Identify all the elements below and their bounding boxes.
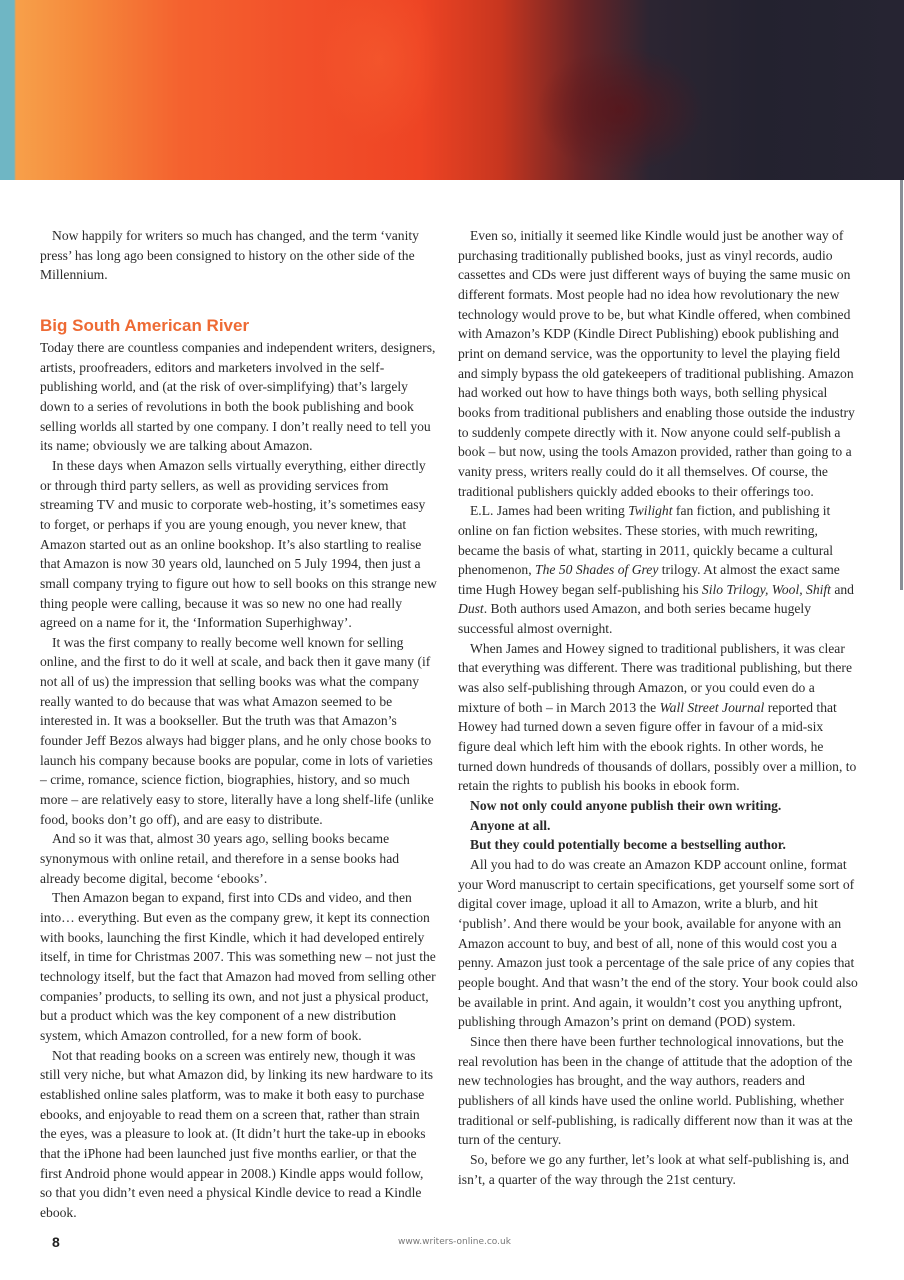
right-column bbox=[458, 226, 858, 1189]
paragraph bbox=[458, 796, 858, 816]
paragraph bbox=[458, 855, 858, 1032]
text-run: fan fiction, and publishing it online on fan fiction websites. These stories, with much rewriting, became the basis of what, starting in 2011, quickly became a cultural phenomenon, bbox=[458, 503, 834, 578]
paragraph bbox=[458, 501, 858, 639]
paragraph bbox=[40, 1046, 438, 1223]
text-run: Anyone at all. bbox=[470, 817, 551, 833]
italic-title: Wall Street Journal bbox=[659, 699, 765, 715]
text-run: and bbox=[830, 581, 854, 597]
footer-url: www.writers-online.co.uk bbox=[398, 1237, 511, 1247]
section-heading: Big South American River bbox=[40, 315, 250, 335]
text-run: reported that Howey had turned down a seven figure offer in favour of a mid-six figure deal which left him with the ebook rights. In other words, he turned down hundreds of thousands of dollars, possibly over a million, to retain the rights to publish his books in ebook form. bbox=[458, 699, 857, 794]
text-run: All you had to do was create an Amazon KDP account online, format your Word manuscript to certain specifications, get yourself some sort of digital cover image, upload it all to Amazon, write a blurb, and hit ‘publish’. And there would be your book, available for anyone with an Amazon account to buy, and best of all, none of this would cost you a penny. Amazon just took a percentage of the sale price of any copies that people bought. And that wasn’t the end of the story. Your book could also be available in print. And again, it wouldn’t cost you anything upfront, publishing through Amazon’s print on demand (POD) system. bbox=[458, 857, 858, 1030]
text-run: Today there are countless companies and independent writers, designers, artists, proofreaders, editors and marketers involved in the self-publishing world, and (at the risk of over-simplifying) that’s largely down to a series of revolutions in both the book publishing and book selling worlds all started by one company. I don’t really need to tell you its name; obviously we are talking about Amazon. bbox=[40, 339, 436, 454]
paragraph bbox=[40, 456, 438, 633]
text-run: Now not only could anyone publish their own writing. bbox=[470, 798, 782, 814]
paragraph bbox=[40, 633, 438, 830]
paragraph bbox=[458, 1032, 858, 1150]
text-run: Not that reading books on a screen was entirely new, though it was still very niche, but what Amazon did, by linking its new hardware to its established online sales platform, was to make it both easy to purchase ebooks, and enjoyable to read them on a screen that, rather than strain the eyes, was a pleasure to look at. (It didn’t hurt the take-up in ebooks that the iPhone had been launched just five months earlier, or that the first Android phone would appear in 2008.) Kindle apps would follow, so that you didn’t even need a physical Kindle device to read a Kindle ebook. bbox=[40, 1047, 434, 1220]
paragraph bbox=[40, 338, 438, 456]
text-run: . Both authors used Amazon, and both series became hugely successful almost overnight. bbox=[458, 601, 811, 637]
paragraph bbox=[458, 1150, 858, 1189]
italic-title: Twilight bbox=[628, 503, 673, 519]
paragraph bbox=[458, 226, 858, 501]
paragraph bbox=[40, 888, 438, 1045]
italic-title: Silo Trilogy, Wool, Shift bbox=[701, 581, 831, 597]
italic-title: The 50 Shades of Grey bbox=[535, 562, 659, 578]
text-run: When James and Howey signed to traditional publishers, it was clear that everything was different. There was traditional publishing, but there was also self-publishing through Amazon, or you could even do a mixture of both – in March 2013 the bbox=[458, 640, 852, 715]
text-run: E.L. James had been writing bbox=[470, 503, 629, 519]
text-run: And so it was that, almost 30 years ago, selling books became synonymous with online retail, and therefore in a sense books had already become digital, become ‘ebooks’. bbox=[40, 831, 400, 886]
paragraph bbox=[40, 226, 438, 285]
paragraph bbox=[40, 829, 438, 888]
text-run: trilogy. At almost the exact same time Hugh Howey began self-publishing his bbox=[458, 562, 840, 597]
paragraph bbox=[458, 816, 858, 836]
text-run: So, before we go any further, let’s look at what self-publishing is, and isn’t, a quarter of the way through the 21st century. bbox=[458, 1151, 849, 1187]
spacer bbox=[40, 285, 438, 303]
text-run: Even so, initially it seemed like Kindle would just be another way of purchasing traditionally published books, just as vinyl records, audio cassettes and CDs were just different ways of buying the same music on different formats. Most people had no idea how revolutionary the new technology would prove to be, but what Kindle offered, when combined with Amazon’s KDP (Kindle Direct Publishing) ebook publishing and print on demand service, was the opportunity to level the playing field and simply bypass the old gatekeepers of traditional publishing. Amazon had worked out how to have things both ways, both selling physical books from traditional publishers and enabling those outside the industry to suddenly compete directly with it. Now anyone could self-publish a book – but now, using the tools Amazon provided, rather than going to a vanity press, writers really could do it all themselves. Of course, the traditional publishers quickly added ebooks to their offerings too. bbox=[458, 228, 855, 499]
text-run: It was the first company to really become well known for selling online, and the first to do it well at scale, and back then it gave many (if not all of us) the impression that selling books was what the company really wanted to do because that was what Amazon seemed to be interested in. It was a bookseller. But the truth was that Amazon’s founder Jeff Bezos always had bigger plans, and he only chose books to launch his company because books are popular, come in lots of varieties – crime, romance, science fiction, biographies, history, and so much more – are relatively easy to store, literally have a long shelf-life (unlike food, books don’t go off), and are easy to distribute. bbox=[40, 634, 434, 827]
text-run: Now happily for writers so much has changed, and the term ‘vanity press’ has long ago been consigned to history on the other side of the Millennium. bbox=[40, 228, 419, 283]
page-number: 8 bbox=[52, 1234, 60, 1250]
text-run: In these days when Amazon sells virtually everything, either directly or through third party sellers, as well as providing services from streaming TV and music to corporate web-hosting, it’s sometimes easy to forget, or perhaps if you are young enough, you never knew, that Amazon started out as an online bookshop. It’s also startling to realise that Amazon is now 30 years old, launched on 5 July 1994, then just a small company trying to figure out how to sell books on this strange new thing people were calling, because it was so new no one had really agreed on a name for it, the ‘Information Superhighway’. bbox=[40, 457, 437, 631]
text-run: Since then there have been further technological innovations, but the real revolution has been in the change of attitude that the adoption of the new technologies has brought, and the way authors, readers and publishers of all kinds have used the online world. Publishing, whether traditional or self-publishing, is radically different now than it was at the turn of the century. bbox=[458, 1033, 853, 1148]
header-painting-image bbox=[0, 0, 904, 180]
italic-title: Dust bbox=[458, 601, 484, 617]
text-run: But they could potentially become a bestselling author. bbox=[470, 837, 786, 853]
text-run: Then Amazon began to expand, first into CDs and video, and then into… everything. But even as the company grew, it kept its connection with books, launching the first Kindle, which it had developed entirely itself, in time for Christmas 2007. This was something new – not just the technology itself, but the fact that Amazon had moved from selling other companies’ products, to selling its own, and not just a physical product, but a product which was the key component of a new distribution system, which Amazon controlled, for a new form of book. bbox=[40, 890, 436, 1043]
paragraph bbox=[458, 835, 858, 855]
page-edge bbox=[900, 180, 903, 590]
paragraph bbox=[458, 639, 858, 796]
left-column bbox=[40, 226, 438, 1223]
